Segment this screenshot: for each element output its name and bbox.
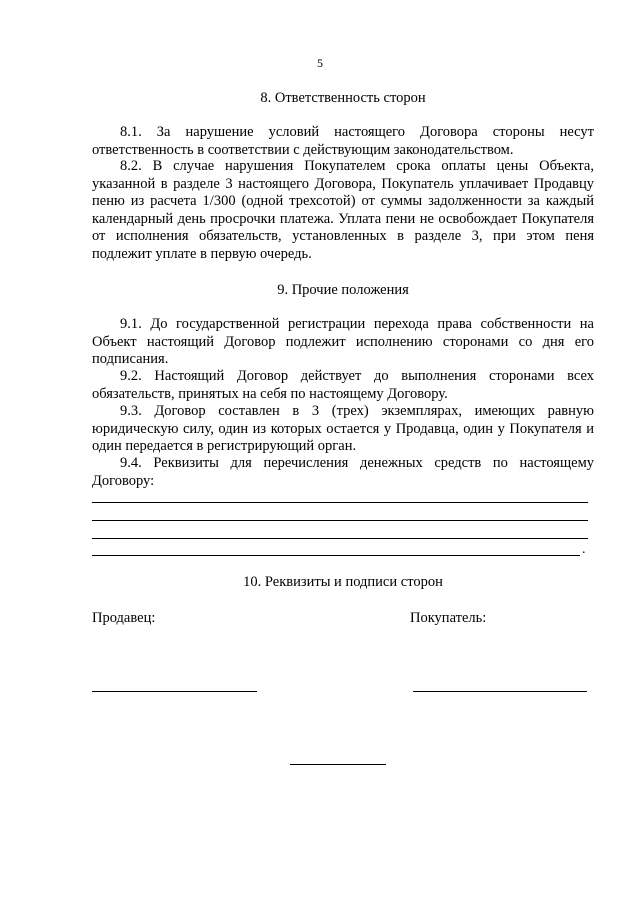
clause-9-4: 9.4. Реквизиты для перечисления денежных средств по настоящему Договору:: [92, 455, 594, 489]
clause-8-2: 8.2. В случае нарушения Покупателем срока оплаты цены Объекта, указанной в разделе 3 настоящего Договора, Покупатель уплачивает Продавцу пеню из расчета 1/300 (одной трехсотой) от суммы задолженности за каждый календарный день просрочки платежа. Уплата пени не освобождает Покупателя от исполнения обязательств, установленных в разделе 3, при этом пеня подлежит уплате в первую очередь.: [92, 158, 594, 262]
seller-signature-line: [92, 691, 257, 692]
end-rule: [290, 764, 386, 765]
clause-9-1: 9.1. До государственной регистрации перехода права собственности на Объект настоящий Договор подлежит исполнению сторонами со дня его подписания.: [92, 316, 594, 368]
requisites-end-dot: .: [582, 542, 586, 557]
requisites-line-1: [92, 502, 588, 503]
clause-9-2: 9.2. Настоящий Договор действует до выполнения сторонами всех обязательств, принятых на себя по настоящему Договору.: [92, 368, 594, 402]
buyer-signature-line: [413, 691, 587, 692]
requisites-line-3: [92, 538, 588, 539]
buyer-label: Покупатель:: [410, 610, 487, 626]
requisites-line-4: [92, 555, 580, 556]
clause-8-1: 8.1. За нарушение условий настоящего Договора стороны несут ответственность в соответствии с действующим законодательством.: [92, 124, 594, 158]
page-number: 5: [317, 56, 323, 70]
seller-label: Продавец:: [92, 610, 156, 626]
section-8-title: 8. Ответственность сторон: [260, 90, 426, 106]
requisites-line-2: [92, 520, 588, 521]
section-9-title: 9. Прочие положения: [277, 282, 409, 298]
section-10-title: 10. Реквизиты и подписи сторон: [243, 574, 443, 590]
clause-9-3: 9.3. Договор составлен в 3 (трех) экземплярах, имеющих равную юридическую силу, один из которых остается у Продавца, один у Покупателя и один передается в регистрирующий орган.: [92, 403, 594, 455]
